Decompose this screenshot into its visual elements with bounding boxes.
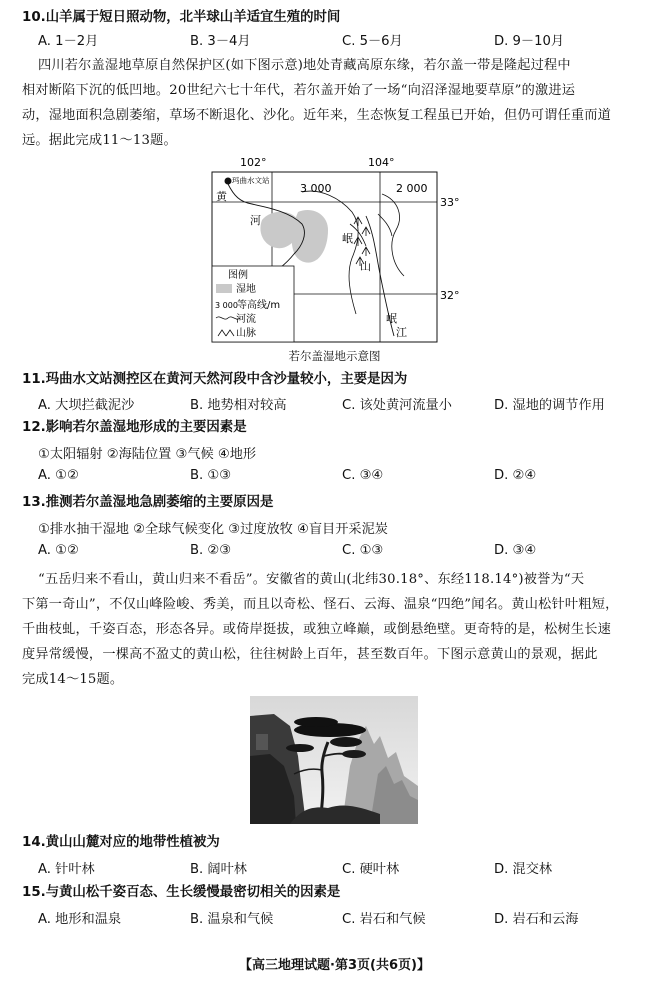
question-12-items: ①太阳辐射 ②海陆位置 ③气候 ④地形 [38, 447, 257, 462]
passage-1-line-1: 四川若尔盖湿地草原自然保护区(如下图示意)地处青藏高原东缘，若尔盖一带是隆起过程中 [38, 58, 571, 73]
legend-title: 图例 [228, 270, 248, 281]
lon-label-right: 104° [368, 156, 395, 169]
passage-2-line-3: 千曲枝虬，千姿百态，形态各异。或倚岸挺拔，或独立峰巅，或倒悬绝壁。更奇特的是，松树生长速 [22, 622, 612, 637]
passage-2-line-1: “五岳归来不看山，黄山归来不看岳”。安徽省的黄山(北纬30.18°、东经118.14°)被誉为“天 [38, 572, 585, 587]
option-d: D. ③④ [494, 543, 537, 558]
contour-2000-icon [382, 194, 404, 276]
legend-wetland-swatch [216, 284, 232, 293]
option-d: D. 岩石和云海 [494, 912, 579, 927]
option-d: D. 混交林 [494, 862, 553, 877]
station-dot-icon [225, 178, 232, 185]
option-b: B. ①③ [190, 468, 232, 483]
question-13-stem: 13.推测若尔盖湿地急剧萎缩的主要原因是 [22, 495, 274, 510]
river-label-yellow-2: 河 [250, 214, 261, 227]
option-d: D. 9－10月 [494, 34, 565, 49]
option-c: C. 5－6月 [342, 34, 403, 49]
legend-contour-value: 3 000 [215, 301, 238, 310]
option-a: A. 地形和温泉 [38, 912, 122, 927]
passage-2-line-4: 度异常缓慢，一棵高不盈丈的黄山松，往往树龄上百年，甚至数百年。下图示意黄山的景观，据此 [22, 647, 598, 662]
question-11-options [38, 394, 638, 414]
option-b: B. 3－4月 [190, 34, 251, 49]
option-c: C. 硬叶林 [342, 862, 400, 877]
wetland-area-2 [292, 210, 328, 263]
mountain-label-1: 岷 [342, 232, 353, 245]
passage-2-line-5: 完成14～15题。 [22, 672, 124, 687]
question-10-options [38, 30, 638, 50]
map-caption: 若尔盖湿地示意图 [288, 349, 381, 363]
page-footer: 【高三地理试题·第3页(共6页)】 [239, 958, 430, 973]
option-d: D. 湿地的调节作用 [494, 398, 605, 413]
question-10-stem: 10.山羊属于短日照动物，北半球山羊适宜生殖的时间 [22, 10, 341, 25]
question-14-stem: 14.黄山山麓对应的地带性植被为 [22, 835, 220, 850]
contour-label-3000: 3 000 [300, 182, 332, 195]
option-a: A. 针叶林 [38, 862, 95, 877]
option-c: C. ①③ [342, 543, 384, 558]
passage-1-line-4: 远。据此完成11～13题。 [22, 133, 177, 148]
passage-1-line-3: 动，湿地面积急剧萎缩，草场不断退化、沙化。近年来，生态恢复工程虽已开始，但仍可谓任重而道 [22, 108, 612, 123]
option-a: A. 大坝拦截泥沙 [38, 398, 135, 413]
legend-river-label: 河流 [236, 314, 256, 325]
option-c: C. 该处黄河流量小 [342, 398, 452, 413]
lat-label-bottom: 32° [440, 289, 460, 302]
min-river-label-2: 江 [396, 326, 407, 339]
ruoergai-wetland-map [190, 154, 480, 350]
mountain-label-2: 山 [360, 260, 371, 273]
contour-label-2000: 2 000 [396, 182, 428, 195]
question-12-stem: 12.影响若尔盖湿地形成的主要因素是 [22, 420, 247, 435]
minshan-mountain-icons [354, 217, 370, 266]
option-b: B. 地势相对较高 [190, 398, 287, 413]
passage-2-line-2: 下第一奇山”，不仅山峰险峻、秀美，而且以奇松、怪石、云海、温泉“四绝”闻名。黄山松针叶粗短， [22, 597, 619, 612]
station-label: 玛曲水文站 [232, 176, 270, 185]
huangshan-landscape-photo [250, 696, 418, 824]
option-a: A. 1－2月 [38, 34, 99, 49]
option-c: C. ③④ [342, 468, 384, 483]
lon-label-left: 102° [240, 156, 267, 169]
question-15-stem: 15.与黄山松千姿百态、生长缓慢最密切相关的因素是 [22, 885, 341, 900]
legend-contour-label: 等高线/m [237, 300, 281, 311]
passage-1-line-2: 相对断陷下沉的低凹地。20世纪六七十年代，若尔盖开始了一场“向沼泽湿地要草原”的激进运 [22, 83, 576, 98]
option-d: D. ②④ [494, 468, 537, 483]
option-c: C. 岩石和气候 [342, 912, 426, 927]
min-river-label-1: 岷 [386, 312, 397, 325]
option-b: B. ②③ [190, 543, 232, 558]
question-13-items: ①排水抽干湿地 ②全球气候变化 ③过度放牧 ④盲目开采泥炭 [38, 522, 388, 537]
question-11-stem: 11.玛曲水文站测控区在黄河天然河段中含沙量较小，主要是因为 [22, 372, 408, 387]
option-a: A. ①② [38, 543, 79, 558]
legend-wetland-label: 湿地 [236, 284, 256, 295]
question-14-options [38, 858, 638, 878]
legend-mountain-label: 山脉 [236, 328, 256, 339]
lat-label-top: 33° [440, 196, 460, 209]
option-b: B. 温泉和气候 [190, 912, 274, 927]
option-a: A. ①② [38, 468, 79, 483]
question-15-options [38, 908, 638, 928]
question-13-options [38, 543, 638, 563]
option-b: B. 阔叶林 [190, 862, 247, 877]
question-12-options [38, 468, 638, 488]
river-label-yellow-1: 黄 [216, 190, 227, 203]
